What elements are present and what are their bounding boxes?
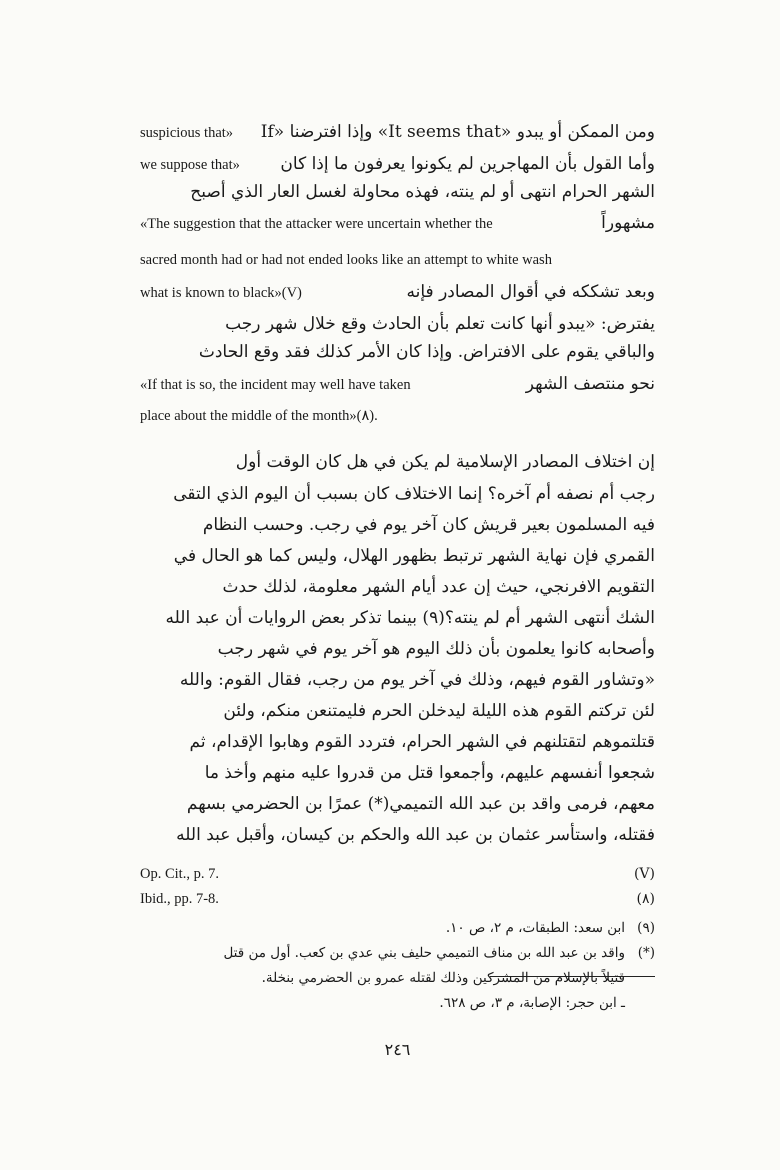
arabic-text: الشك أنتهى الشهر أم لم ينته؟(٩) بينما تذكر بعض الروايات أن عبد الله	[165, 608, 655, 628]
text-line	[140, 604, 655, 632]
text-line	[140, 310, 655, 338]
text-line	[140, 480, 655, 508]
arabic-text: «وتشاور القوم فيهم، وذلك في آخر يوم من رجب، فقال القوم: والله	[179, 670, 655, 690]
text-line	[140, 278, 655, 307]
arabic-text: وبعد تشككه في أقوال المصادر فإنه	[406, 282, 655, 302]
text-line	[140, 402, 655, 430]
arabic-text: لئن تركتم القوم هذه الليلة ليدخلن الحرم فليمتنعن منكم، ولئن	[223, 701, 655, 721]
text-line	[140, 118, 655, 147]
arabic-text: يفترض: «يبدو أنها كانت تعلم بأن الحادث وقع خلال شهر رجب	[225, 314, 655, 334]
footnote-text: ابن سعد: الطبقات، م ٢، ص ١٠.	[445, 920, 625, 936]
text-line	[140, 338, 655, 366]
footnote-text: قتيلاً بالإسلام من المشركين وذلك لقتله عمرو بن الحضرمي بنخلة.	[261, 970, 625, 986]
footnote-number: (٨)	[636, 891, 655, 907]
arabic-text: الشهر الحرام انتهى أو لم ينته، فهذه محاولة لغسل العار الذي أصبح	[190, 182, 655, 202]
english-text: we suppose that»	[140, 157, 240, 173]
text-line	[140, 370, 655, 399]
page-number: ٢٤٦	[384, 1040, 411, 1059]
footnote-en	[140, 887, 655, 911]
arabic-text: وأما القول بأن المهاجرين لم يكونوا يعرفون ما إذا كان	[280, 154, 655, 174]
text-line	[140, 246, 655, 274]
english-text: «The suggestion that the attacker were uncertain whether the	[140, 216, 493, 232]
english-text: place about the middle of the month»(٨).	[140, 408, 378, 424]
english-text: what is known to black»(V)	[140, 285, 302, 301]
footnote-en	[140, 862, 655, 886]
footnote-number: (V)	[633, 866, 655, 882]
arabic-text: رجب أم نصفه أم آخره؟ إنما الاختلاف كان بسبب أن اليوم الذي التقى	[173, 484, 655, 504]
footnote-text: ـ ابن حجر: الإصابة، م ٣، ص ٦٢٨.	[439, 995, 625, 1011]
english-text: «If that is so, the incident may well have taken	[140, 377, 411, 393]
english-text: sacred month had or had not ended looks like an attempt to white wash	[140, 252, 552, 268]
arabic-text: ومن الممكن أو يبدو «It seems that» وإذا افترضنا «If	[260, 122, 655, 142]
arabic-text: شجعوا أنفسهم عليهم، وأجمعوا قتل من قدروا عليه منهم وأخذ ما	[204, 763, 655, 783]
footnote-text: Op. Cit., p. 7.	[140, 866, 219, 882]
arabic-text: التقويم الافرنجي، حيث إن عدد أيام الشهر معلومة، لذلك حدث	[222, 577, 655, 597]
text-line	[140, 821, 655, 849]
text-line	[140, 697, 655, 725]
text-line	[140, 178, 655, 206]
arabic-text: إن اختلاف المصادر الإسلامية لم يكن في هل كان الوقت أول	[235, 452, 655, 472]
footnote-ar	[140, 941, 655, 965]
arabic-text: نحو منتصف الشهر	[525, 374, 655, 394]
footnote-ar	[140, 966, 655, 990]
text-line	[140, 635, 655, 663]
text-line	[140, 511, 655, 539]
text-line	[140, 790, 655, 818]
text-line	[140, 448, 655, 476]
arabic-text: وأصحابه كانوا يعلمون بأن ذلك اليوم هو آخر يوم في شهر رجب	[217, 639, 655, 659]
text-line	[140, 150, 655, 179]
arabic-text: فقتله، واستأسر عثمان بن عبد الله والحكم بن كيسان، وأقبل عبد الله	[176, 825, 655, 845]
arabic-text: قتلتموهم لتقتلنهم في الشهر الحرام، فتردد القوم وهابوا الإقدام، ثم	[189, 732, 655, 752]
arabic-text: والباقي يقوم على الافتراض. وإذا كان الأمر كذلك فقد وقع الحادث	[198, 342, 655, 362]
arabic-text: معهم، فرمى واقد بن عبد الله التميمي(*) عمرًا بن الحضرمي بسهم	[186, 794, 655, 814]
arabic-text: القمري فإن نهاية الشهر ترتبط بظهور الهلال، وليس كما هو الحال في	[173, 546, 655, 566]
footnote-ar	[140, 991, 655, 1015]
text-line	[140, 573, 655, 601]
arabic-text: مشهوراً	[601, 213, 655, 233]
footnote-text: واقد بن عبد الله بن مناف التميمي حليف بني عدي بن كعب. أول من قتل	[223, 945, 625, 961]
footnote-number: (٩)	[637, 920, 655, 936]
english-text: suspicious that»	[140, 125, 234, 141]
footnote-number: (*)	[637, 945, 655, 961]
text-line	[140, 728, 655, 756]
text-line	[140, 542, 655, 570]
footnote-text: Ibid., pp. 7-8.	[140, 891, 219, 907]
arabic-text: فيه المسلمون بعير قريش كان آخر يوم في رجب. وحسب النظام	[202, 515, 655, 535]
text-line	[140, 666, 655, 694]
footnote-ar	[140, 916, 655, 940]
text-line	[140, 759, 655, 787]
text-line	[140, 209, 655, 238]
